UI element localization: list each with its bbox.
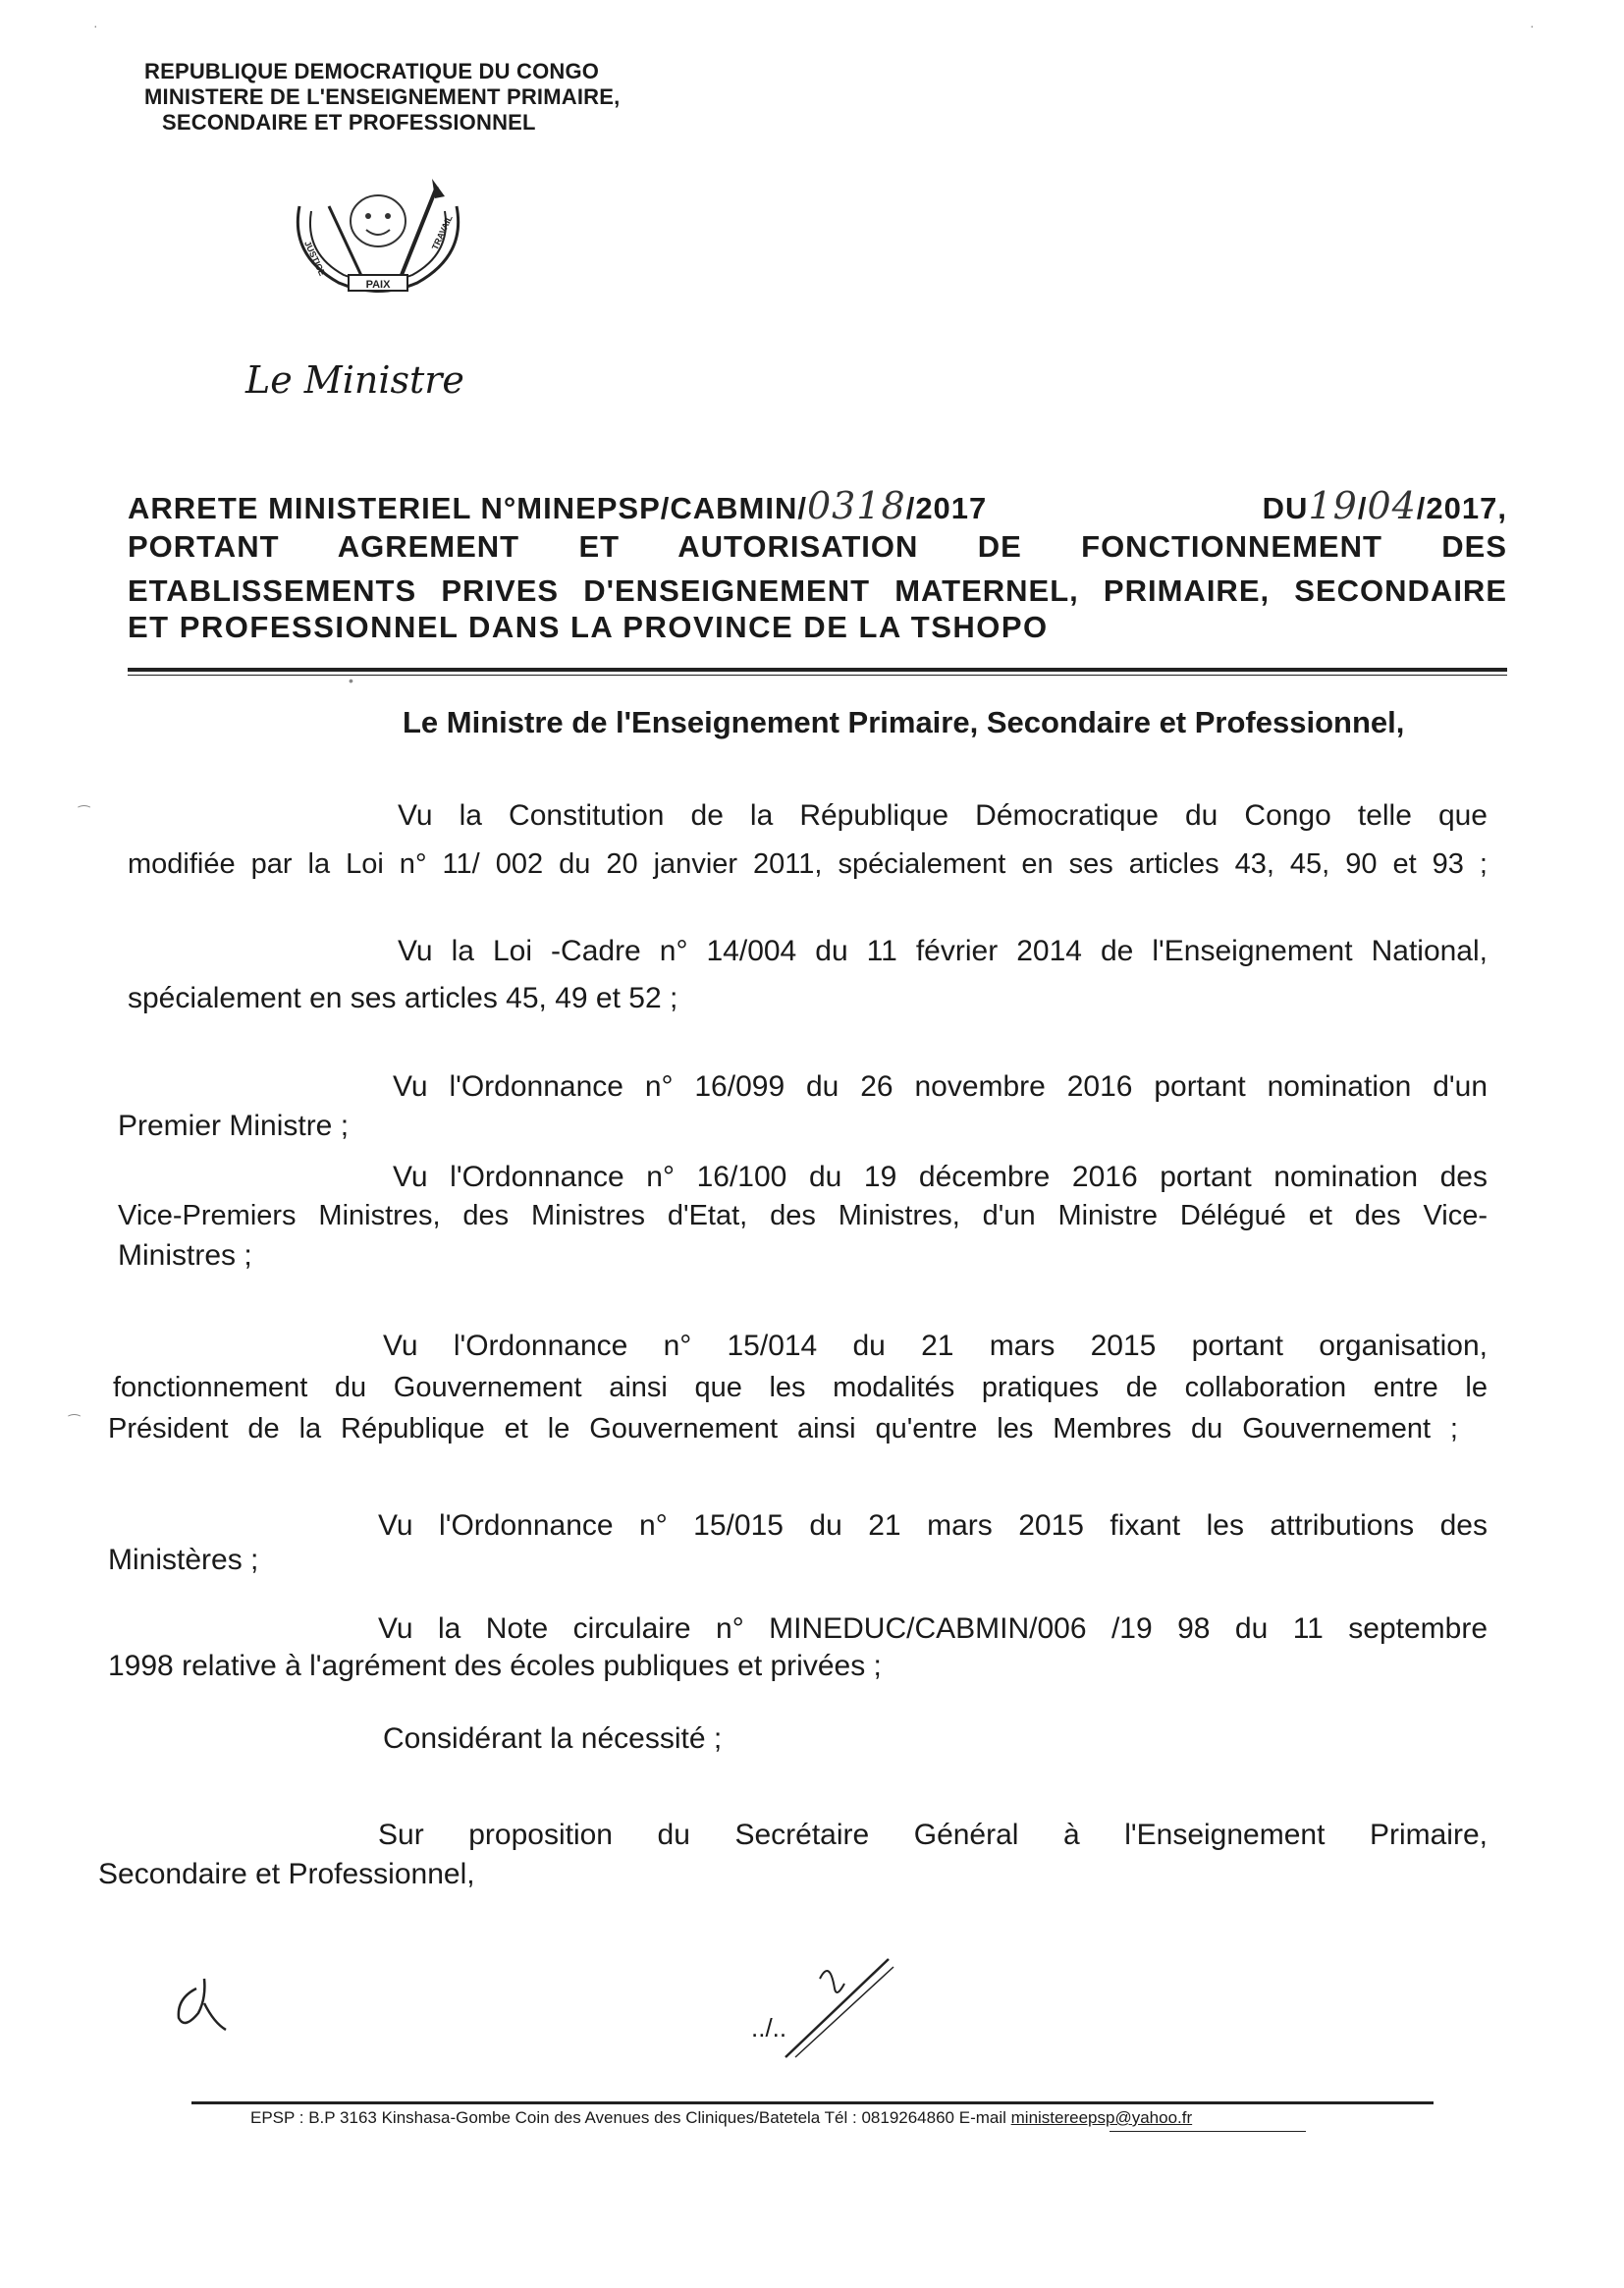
intro-minister: Le Ministre de l'Enseignement Primaire, Secondaire et Professionnel, [403, 705, 1405, 739]
emblem-ribbon-center: PAIX [365, 279, 391, 291]
p2-line1: Vu la Loi -Cadre n° 14/004 du 11 février 2014 de l'Enseignement National, [398, 935, 1488, 967]
p5-line1: Vu l'Ordonnance n° 15/014 du 21 mars 2015 portant organisation, [383, 1330, 1488, 1362]
footer-email: ministereepsp@yahoo.fr [1010, 2108, 1193, 2127]
scan-speck: ⁀ [69, 1414, 81, 1430]
decree-title [128, 484, 1507, 527]
p9-line1: Sur proposition du Secrétaire Général à l'Enseignement Primaire, [378, 1819, 1488, 1851]
page-continuation: ../.. [751, 2013, 787, 2043]
p6-line1: Vu l'Ordonnance n° 15/015 du 21 mars 2015 fixant les attributions des [378, 1509, 1488, 1542]
p4-line3: Ministres ; [118, 1239, 252, 1272]
p8-considering: Considérant la nécessité ; [383, 1722, 723, 1755]
p3-line2: Premier Ministre ; [118, 1110, 350, 1142]
coat-of-arms-icon [270, 167, 486, 304]
national-emblem [270, 167, 486, 304]
header-ministry: MINISTERE DE L'ENSEIGNEMENT PRIMAIRE, [144, 84, 621, 109]
emblem-ribbon-right: TRAVAIL [429, 213, 455, 251]
p7-line1: Vu la Note circulaire n° MINEDUC/CABMIN/006 /19 98 du 11 septembre [378, 1612, 1488, 1645]
header-country: REPUBLIQUE DEMOCRATIQUE DU CONGO [144, 59, 600, 83]
scan-speck: • [349, 673, 353, 688]
title-line1-date: DU19/04/2017, [1262, 484, 1507, 527]
scan-speck: · [1530, 18, 1535, 33]
footer-rule-bottom [1110, 2131, 1306, 2132]
emblem-ribbon-left: JUSTICE [302, 239, 328, 278]
scan-speck: ⁀ [79, 805, 90, 821]
p3-line1: Vu l'Ordonnance n° 16/099 du 26 novembre 2016 portant nomination d'un [393, 1070, 1488, 1103]
title-underline-thick [128, 668, 1507, 672]
scan-speck: · [93, 18, 98, 33]
title-line1-prefix: ARRETE MINISTERIEL N°MINEPSP/CABMIN/0318/2017 [128, 484, 988, 527]
signature-mark [776, 1949, 903, 2072]
title-line-2: PORTANT AGREMENT ET AUTORISATION DE FONCTIONNEMENT DES [128, 529, 1507, 564]
p5-line3: Président de la République et le Gouvernement ainsi qu'entre les Membres du Gouvernement ; [108, 1413, 1458, 1444]
handwritten-date-month: 04 [1367, 484, 1417, 527]
p7-line2: 1998 relative à l'agrément des écoles publiques et privées ; [108, 1650, 882, 1682]
p2-line2: spécialement en ses articles 45, 49 et 52 ; [128, 982, 678, 1014]
handwritten-decree-number: 0318 [806, 484, 906, 527]
title-underline-thin [128, 675, 1507, 676]
minister-heading: Le Ministre [245, 358, 464, 402]
p6-line2: Ministères ; [108, 1544, 259, 1576]
p4-line1: Vu l'Ordonnance n° 16/100 du 19 décembre 2016 portant nomination des [393, 1161, 1488, 1193]
handwritten-initial [167, 1969, 236, 2043]
p1-line1: Vu la Constitution de la République Démocratique du Congo telle que [398, 799, 1488, 832]
footer-address [250, 2108, 1192, 2128]
p9-line2: Secondaire et Professionnel, [98, 1858, 475, 1890]
p1-line2: modifiée par la Loi n° 11/ 002 du 20 janvier 2011, spécialement en ses articles 43, 45, 90 et 93 ; [128, 848, 1488, 880]
footer-address-text: EPSP : B.P 3163 Kinshasa-Gombe Coin des Avenues des Cliniques/Batetela Tél : 0819264860 E-mail [250, 2108, 1006, 2127]
p5-line2: fonctionnement du Gouvernement ainsi que les modalités pratiques de collaboration entre le [113, 1372, 1488, 1403]
handwritten-date-day: 19 [1308, 484, 1358, 527]
p4-line2: Vice-Premiers Ministres, des Ministres d'Etat, des Ministres, d'un Ministre Délégué et des Vice- [118, 1200, 1488, 1231]
title-line-4: ET PROFESSIONNEL DANS LA PROVINCE DE LA TSHOPO [128, 610, 1049, 644]
footer-rule-top [191, 2101, 1434, 2104]
header-ministry-cont: SECONDAIRE ET PROFESSIONNEL [162, 110, 536, 135]
title-line-3: ETABLISSEMENTS PRIVES D'ENSEIGNEMENT MATERNEL, PRIMAIRE, SECONDAIRE [128, 573, 1507, 608]
